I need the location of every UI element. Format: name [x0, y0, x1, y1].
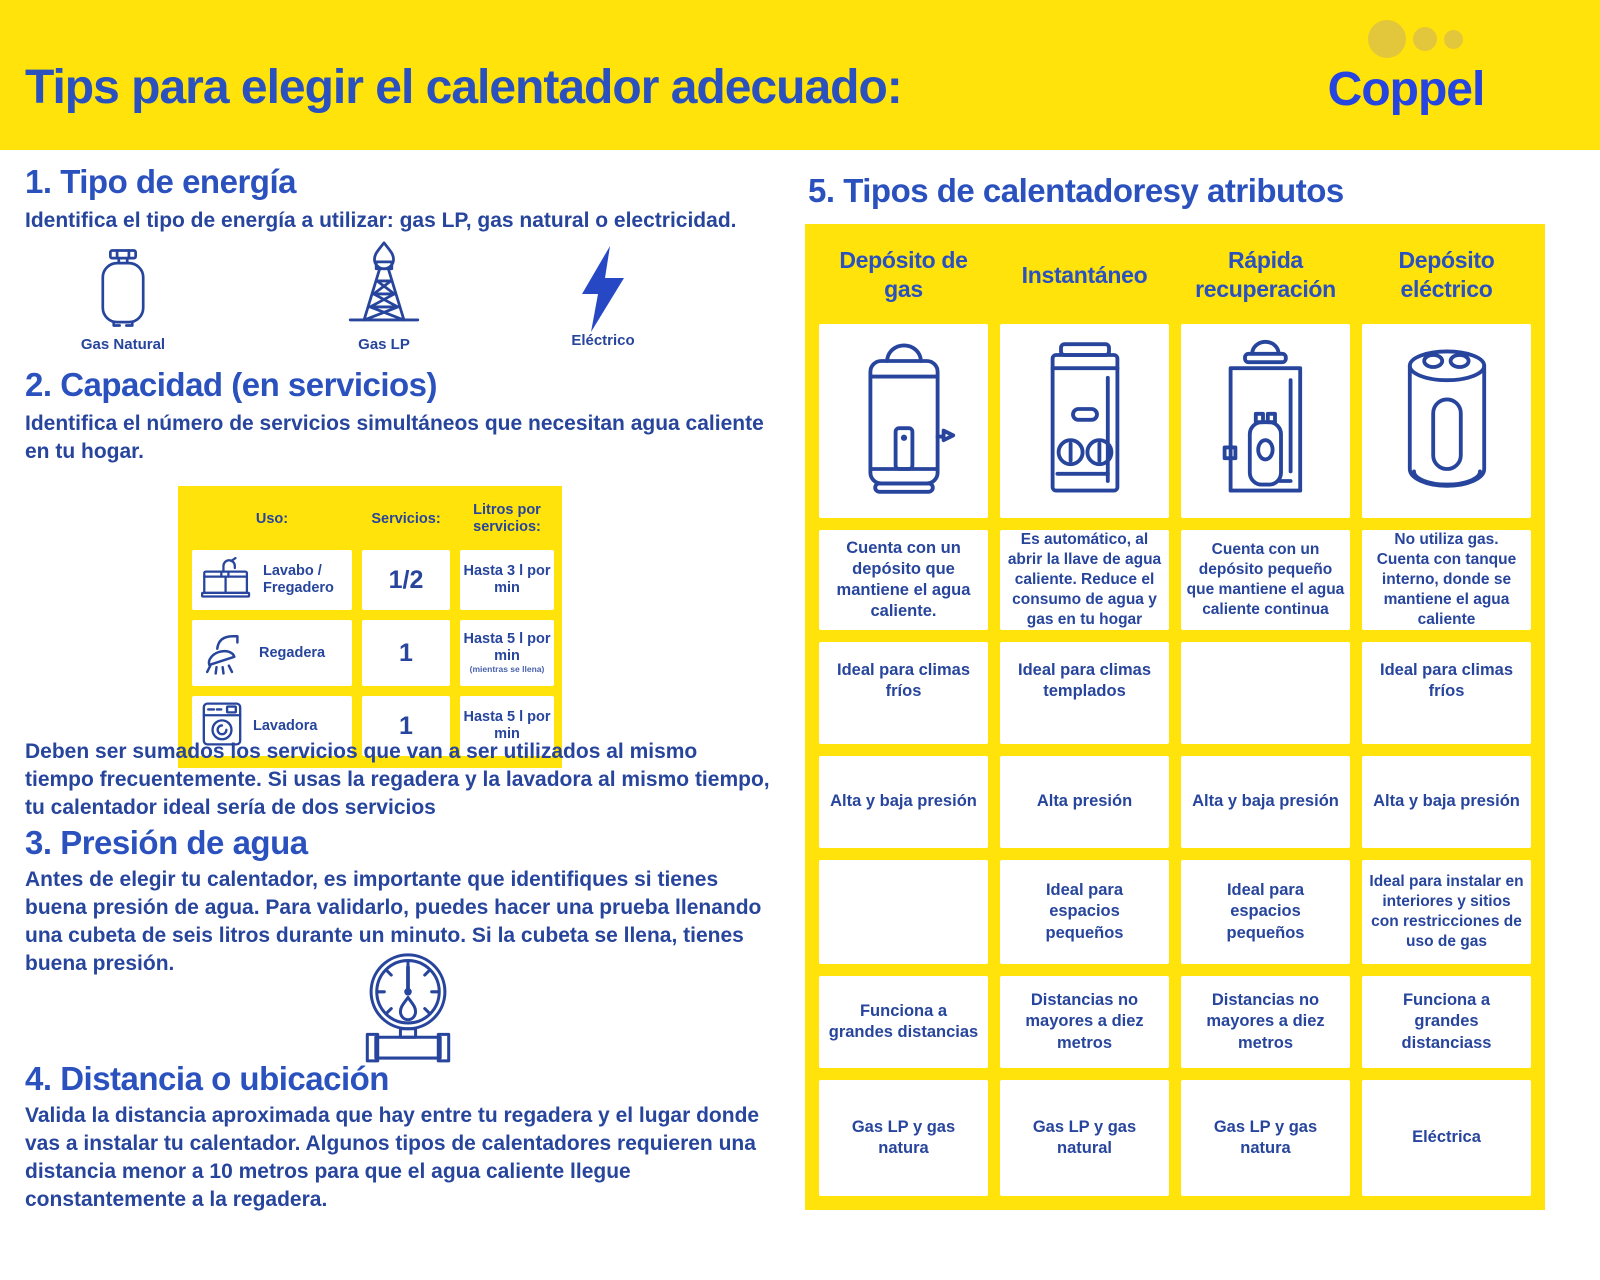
- cell-rapida-pressure: Alta y baja presión: [1181, 756, 1350, 848]
- table-row-lavadora-services: 1: [362, 696, 450, 756]
- section4-description: Valida la distancia aproximada que hay entre tu regadera y el lugar donde vas a instalar tu calentador. Algunos tipos de calentadores requieren una distancia menor a 10 metros para que el agua caliente llegue constantemente a la regadera.: [25, 1104, 760, 1211]
- electric-tank-heater-icon: [1362, 324, 1531, 518]
- cell-instantaneo-energy: Gas LP y gas natural: [1000, 1080, 1169, 1196]
- gas-cylinder-icon: [92, 248, 154, 333]
- cell-rapida-climate: [1181, 642, 1350, 744]
- gas-tank-heater-icon: [819, 324, 988, 518]
- table-row-regadera-services: 1: [362, 620, 450, 686]
- cell-instantaneo-distance: Distancias no mayores a diez metros: [1000, 976, 1169, 1068]
- gas-derrick-icon: [345, 240, 423, 339]
- table-row-lavabo-use: [192, 550, 352, 610]
- table-row-label: Lavabo / Fregadero: [263, 563, 334, 596]
- logo-dot-medium: [1413, 27, 1437, 51]
- sink-icon: [200, 555, 254, 606]
- capacity-table: [178, 486, 562, 768]
- cell-electrico-description: No utiliza gas. Cuenta con tanque interno, donde se mantiene el agua caliente: [1362, 530, 1531, 630]
- table-row-regadera-liters: [460, 620, 554, 686]
- coppel-dots-icon: [1368, 18, 1496, 60]
- page-title: Tips para elegir el calentador adecuado:: [25, 61, 902, 114]
- section3-description: Antes de elegir tu calentador, es importante que identifiques si tienes buena presión de agua. Para validarlo, puedes hacer una prueba llenando una cubeta de seis litros durante un minuto. Si la cubeta se llena, tienes buena presión.: [25, 868, 762, 975]
- cell-instantaneo-description: Es automático, al abrir la llave de agua caliente. Reduce el consumo de agua y gas en tu hogar: [1000, 530, 1169, 630]
- coppel-logo: [1316, 18, 1496, 117]
- cell-deposito-gas-energy: Gas LP y gas natura: [819, 1080, 988, 1196]
- liters-note: (mientras se llena): [469, 663, 545, 674]
- capacity-header-uso: Uso:: [255, 510, 289, 527]
- section2-title: 2. Capacidad (en servicios): [25, 366, 438, 403]
- cell-instantaneo-climate: Ideal para climas templados: [1000, 642, 1169, 744]
- energy-label-electrico: Eléctrico: [571, 332, 635, 349]
- section2-footer: Deben ser sumados los servicios que van a ser utilizados al mismo tiempo frecuentemente. Si usas la regadera y la lavadora al mismo tiempo, tu calentador ideal sería de dos servicios: [25, 740, 770, 819]
- table-row-label: Lavadora: [253, 717, 318, 734]
- cell-electrico-energy: Eléctrica: [1362, 1080, 1531, 1196]
- section1-description: Identifica el tipo de energía a utilizar: gas LP, gas natural o electricidad.: [25, 209, 737, 232]
- section3-title: 3. Presión de agua: [25, 824, 308, 861]
- cell-rapida-description: Cuenta con un depósito pequeño que mantiene el agua caliente continua: [1181, 530, 1350, 630]
- cell-instantaneo-pressure: Alta presión: [1000, 756, 1169, 848]
- cell-instantaneo-spaces: Ideal para espacios pequeños: [1000, 860, 1169, 964]
- cell-electrico-pressure: Alta y baja presión: [1362, 756, 1531, 848]
- energy-label-gas-natural: Gas Natural: [80, 336, 166, 353]
- capacity-header-litros: Litros por servicios:: [473, 502, 541, 535]
- heater-types-table: [805, 224, 1545, 1210]
- cell-electrico-spaces: Ideal para instalar en interiores y sitios con restricciones de uso de gas: [1362, 860, 1531, 964]
- cell-deposito-gas-pressure: Alta y baja presión: [819, 756, 988, 848]
- liters-value: Hasta 5 l por min: [463, 631, 551, 665]
- cell-rapida-distance: Distancias no mayores a diez metros: [1181, 976, 1350, 1068]
- cell-rapida-energy: Gas LP y gas natura: [1181, 1080, 1350, 1196]
- logo-dot-large: [1368, 20, 1406, 58]
- table-row-label: Regadera: [259, 644, 326, 661]
- capacity-header-servicios: Servicios:: [371, 510, 441, 527]
- column-header-instantaneo: Instantáneo: [1021, 261, 1148, 288]
- instant-heater-icon: [1000, 324, 1169, 518]
- liters-value: Hasta 3 l por min: [463, 563, 551, 596]
- cell-electrico-climate: Ideal para climas fríos: [1362, 642, 1531, 744]
- section5-title: 5. Tipos de calentadoresy atributos: [808, 172, 1344, 209]
- rapid-recovery-heater-icon: [1181, 324, 1350, 518]
- coppel-logo-text: Coppel: [1327, 63, 1485, 116]
- section2-description: Identifica el número de servicios simultáneos que necesitan agua caliente en tu hogar.: [25, 412, 764, 463]
- cell-electrico-distance: Funciona a grandes distanciass: [1362, 976, 1531, 1068]
- cell-deposito-gas-spaces: [819, 860, 988, 964]
- table-row-lavabo-services: 1/2: [362, 550, 450, 610]
- logo-dot-small: [1444, 30, 1463, 49]
- section1-title: 1. Tipo de energía: [25, 163, 296, 200]
- liters-value: Hasta 5 l por min: [463, 709, 551, 742]
- cell-deposito-gas-description: Cuenta con un depósito que mantiene el agua caliente.: [819, 530, 988, 630]
- shower-icon: [200, 627, 250, 680]
- energy-label-gas-lp: Gas LP: [358, 336, 410, 353]
- table-row-regadera-use: [192, 620, 352, 686]
- cell-deposito-gas-climate: Ideal para climas fríos: [819, 642, 988, 744]
- cell-rapida-spaces: Ideal para espacios pequeños: [1181, 860, 1350, 964]
- table-row-lavabo-liters: [460, 550, 554, 610]
- section4-title: 4. Distancia o ubicación: [25, 1060, 389, 1097]
- column-header-deposito-electrico: Depósito eléctrico: [1398, 247, 1495, 302]
- lightning-bolt-icon: [572, 246, 634, 337]
- column-header-deposito-gas: Depósito de gas: [839, 247, 968, 302]
- column-header-rapida-recuperacion: Rápida recuperación: [1195, 247, 1336, 302]
- cell-deposito-gas-distance: Funciona a grandes distancias: [819, 976, 988, 1068]
- pressure-gauge-icon: [355, 948, 461, 1069]
